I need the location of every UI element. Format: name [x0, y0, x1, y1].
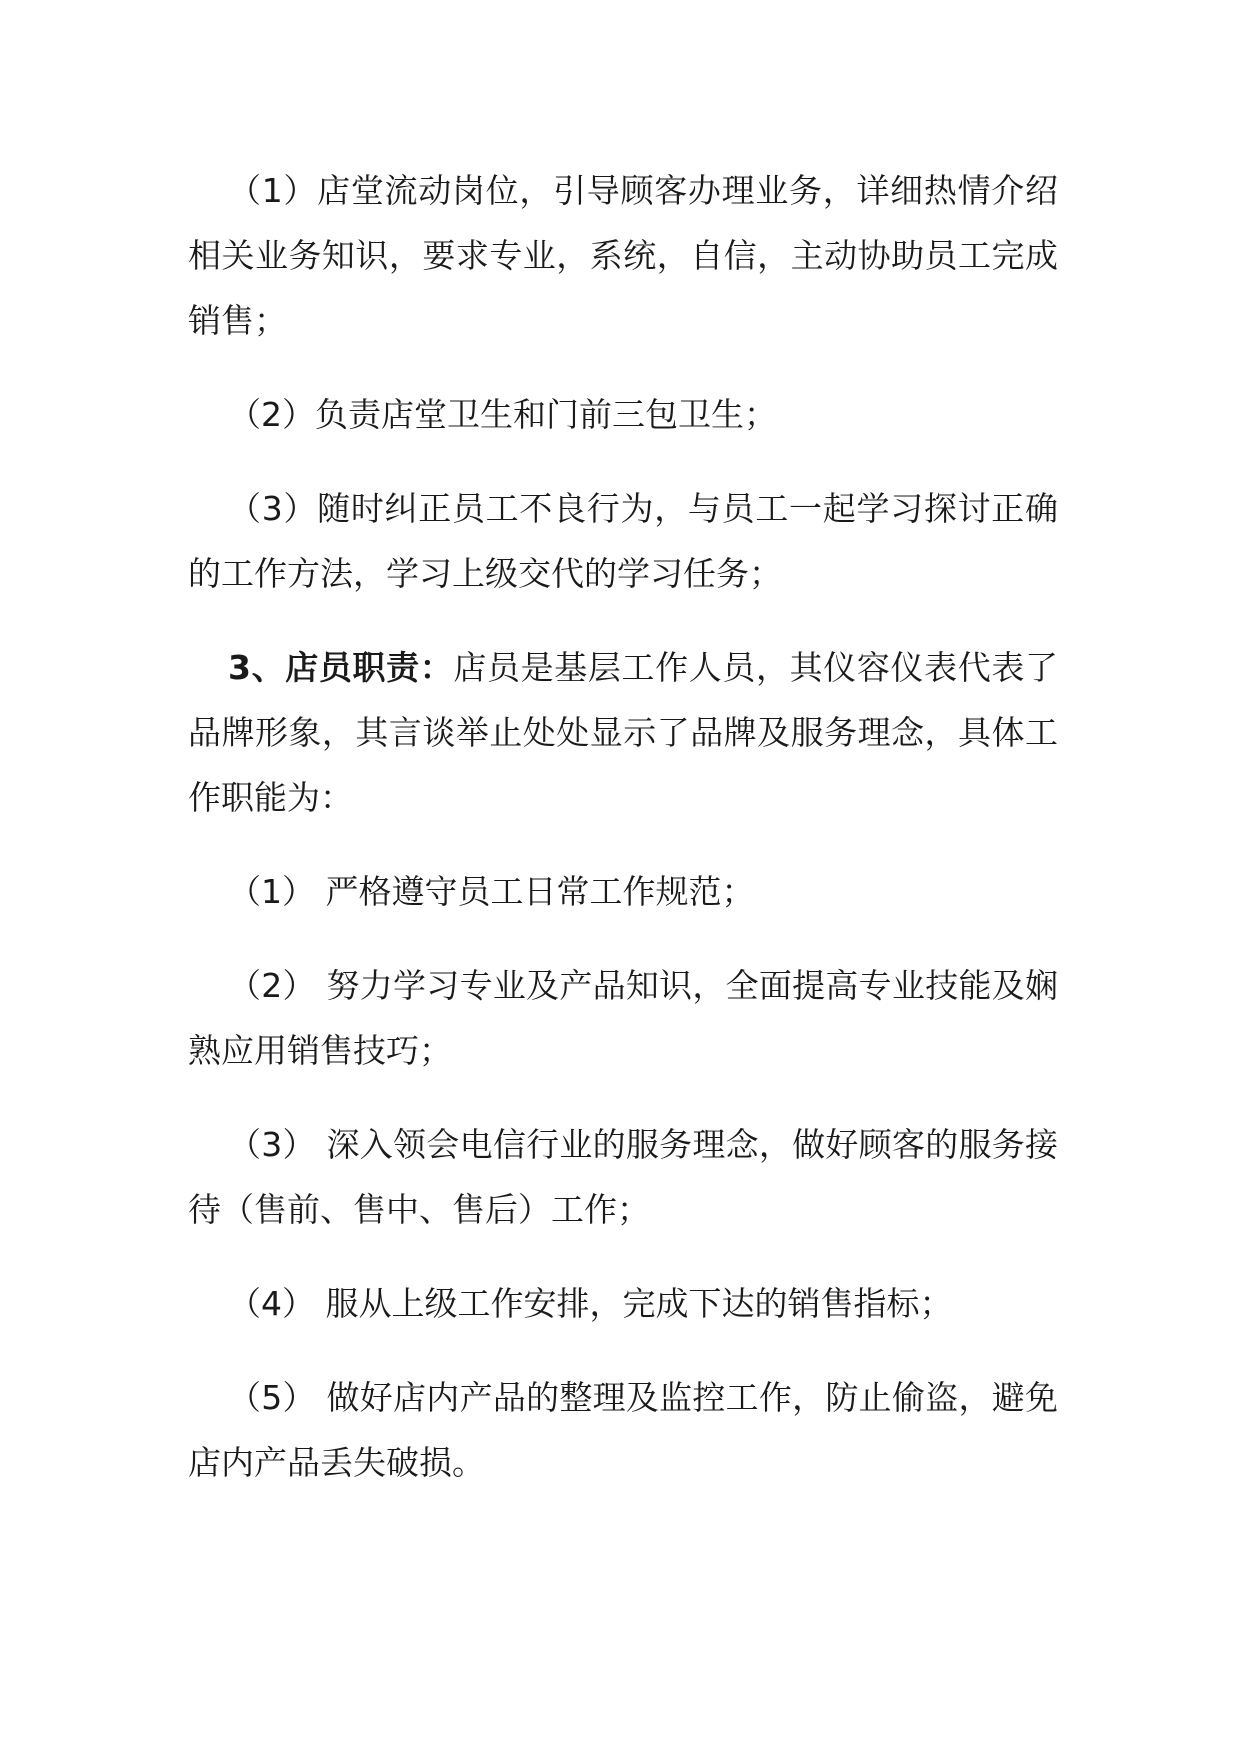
paragraph-clerk-duty-1: （1） 严格遵守员工日常工作规范； [228, 872, 755, 911]
paragraph-clerk-duty-5: （5） 做好店内产品的整理及监控工作，防止偷盗，避免店内产品丢失破损。 [188, 1378, 1058, 1482]
paragraph-clerk-duty-3: （3） 深入领会电信行业的服务理念，做好顾客的服务接待（售前、售中、售后）工作； [188, 1125, 1058, 1229]
section-heading-clerk-duties: 3、店员职责： [228, 648, 454, 687]
paragraph-supervisor-duty-3: （3）随时纠正员工不良行为，与员工一起学习探讨正确的工作方法，学习上级交代的学习任务； [188, 489, 1058, 593]
paragraph-clerk-duty-2: （2） 努力学习专业及产品知识，全面提高专业技能及娴熟应用销售技巧； [188, 966, 1058, 1070]
clerk-duties-description: 店员是基层工作人员，其仪容仪表代表了品牌形象，其言谈举止处处显示了品牌及服务理念，具体工作职能为： [188, 648, 1059, 817]
paragraph-clerk-duties-intro [188, 635, 1058, 830]
paragraph-supervisor-duty-2: （2）负责店堂卫生和门前三包卫生； [228, 395, 777, 434]
document-body [188, 158, 1058, 1524]
paragraph-supervisor-duty-1: （1）店堂流动岗位，引导顾客办理业务，详细热情介绍相关业务知识，要求专业，系统，自信，主动协助员工完成销售； [188, 171, 1058, 340]
paragraph-clerk-duty-4: （4） 服从上级工作安排，完成下达的销售指标； [228, 1284, 953, 1323]
